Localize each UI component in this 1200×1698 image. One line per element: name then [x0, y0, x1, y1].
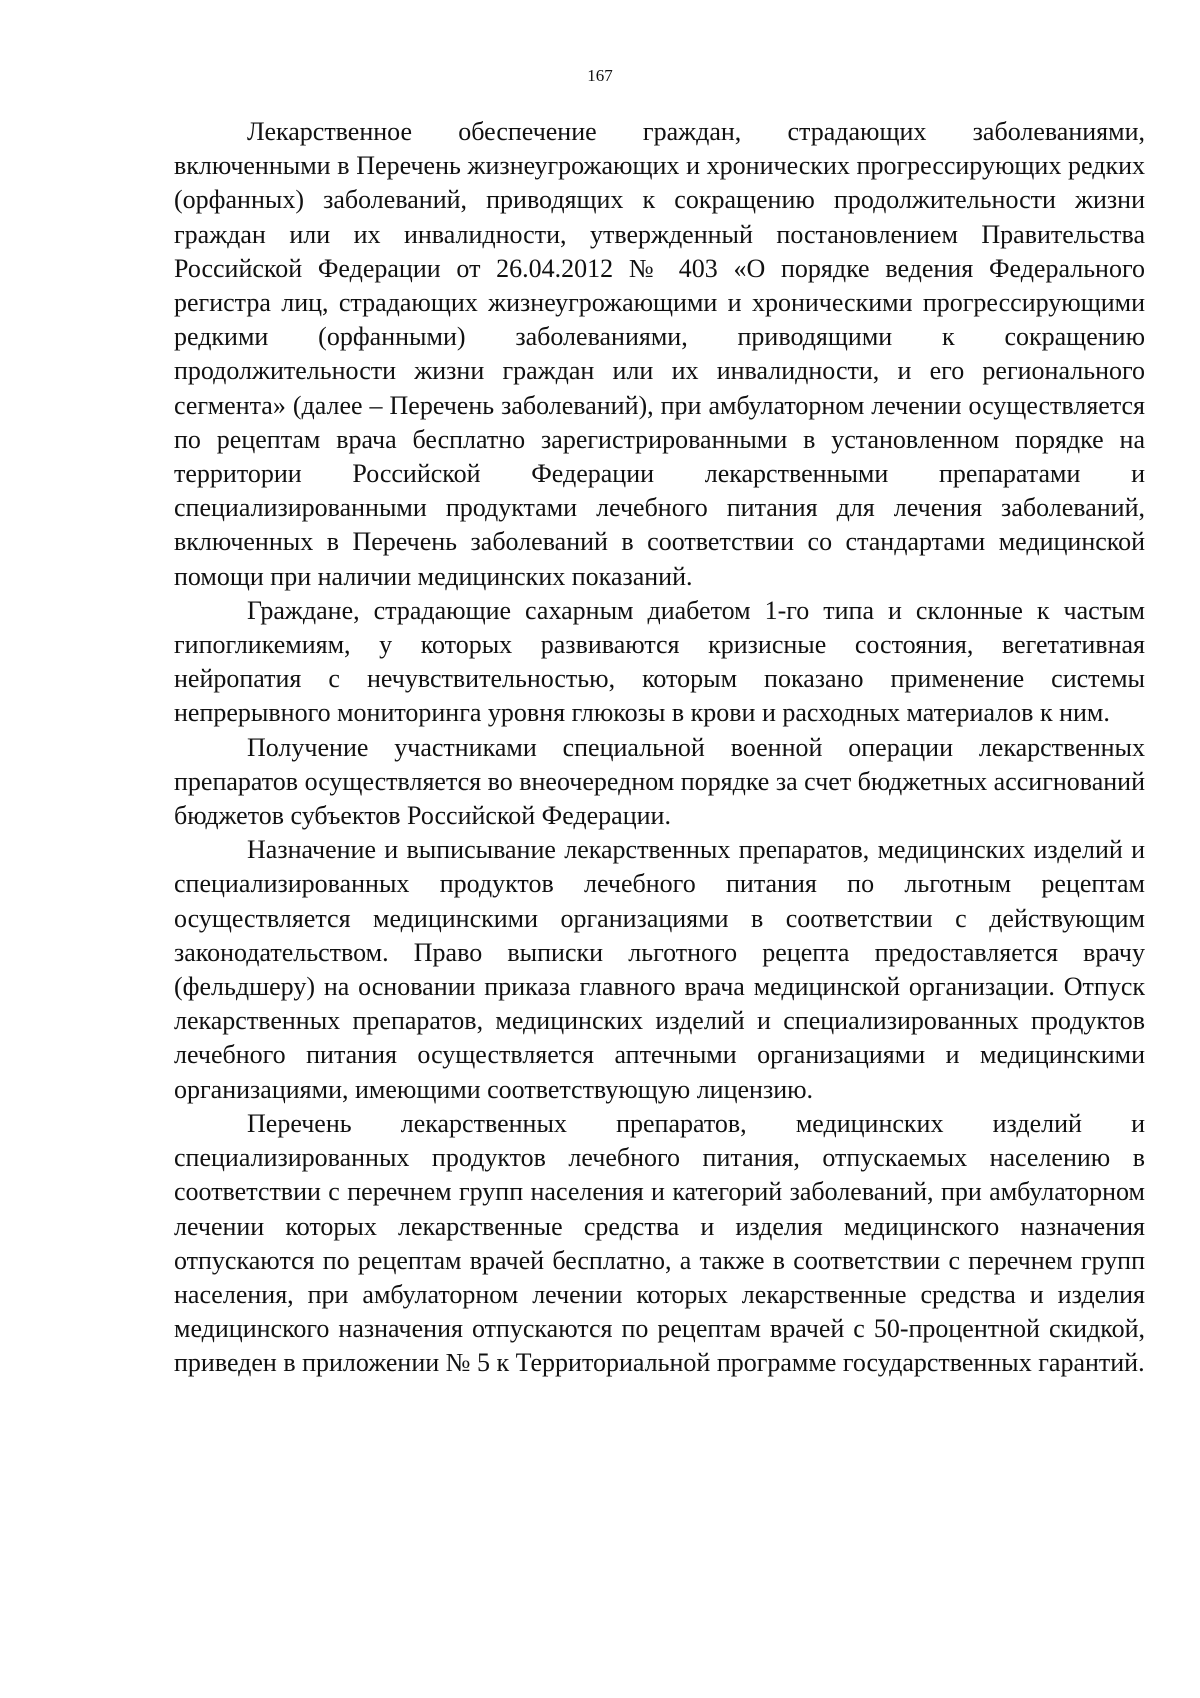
paragraph-prescription-rules: Назначение и выписывание лекарственных препаратов, медицинских изделий и специализированных продуктов лечебного питания по льготным рецептам осуществляется медицинскими организациями в соответствии с действующим законодательством. Право выписки льготного рецепта предоставляется врачу (фельдшеру) на основании приказа главного врача медицинской организации. Отпуск лекарственных препаратов, медицинских изделий и специализированных продуктов лечебного питания осуществляется аптечными организациями и медицинскими организациями, имеющими соответствующую лицензию. [174, 835, 1145, 1104]
page-number: 167 [587, 66, 613, 85]
paragraph-military-operation: Получение участниками специальной военной операции лекарственных препаратов осуществляется во внеочередном порядке за счет бюджетных ассигнований бюджетов субъектов Российской Федерации. [174, 732, 1145, 831]
paragraph-drug-list: Перечень лекарственных препаратов, медицинских изделий и специализированных продуктов лечебного питания, отпускаемых населению в соответствии с перечнем групп населения и категорий заболеваний, при амбулаторном лечении которых лекарственные средства и изделия медицинского назначения отпускаются по рецептам врачей бесплатно, а также в соответствии с перечнем групп населения, при амбулаторном лечении которых лекарственные средства и изделия медицинского назначения отпускаются по рецептам врачей с 50-процентной скидкой, приведен в приложении № 5 к Территориальной программе государственных гарантий. [174, 1108, 1145, 1378]
paragraph-orphan-diseases: Лекарственное обеспечение граждан, страдающих заболеваниями, включенными в Перечень жизнеугрожающих и хронических прогрессирующих редких (орфанных) заболеваний, приводящих к сокращению продолжительности жизни граждан или их инвалидности, утвержденный постановлением Правительства Российской Федерации от 26.04.2012 № 403 «О порядке ведения Федерального регистра лиц, страдающих жизнеугрожающими и хроническими прогрессирующими редкими (орфанными) заболеваниями, приводящими к сокращению продолжительности жизни граждан или их инвалидности, и его регионального сегмента» (далее – Перечень заболеваний), при амбулаторном лечении осуществляется по рецептам врача бесплатно зарегистрированными в установленном порядке на территории Российской Федерации лекарственными препаратами и специализированными продуктами лечебного питания для лечения заболеваний, включенных в Перечень заболеваний в соответствии со стандартами медицинской помощи при наличии медицинских показаний. [174, 117, 1145, 591]
paragraph-diabetes-monitoring: Граждане, страдающие сахарным диабетом 1-го типа и склонные к частым гипогликемиям, у которых развиваются кризисные состояния, вегетативная нейропатия с нечувствительностью, которым показано применение системы непрерывного мониторинга уровня глюкозы в крови и расходных материалов к ним. [174, 595, 1145, 728]
document-body [174, 115, 1145, 1381]
